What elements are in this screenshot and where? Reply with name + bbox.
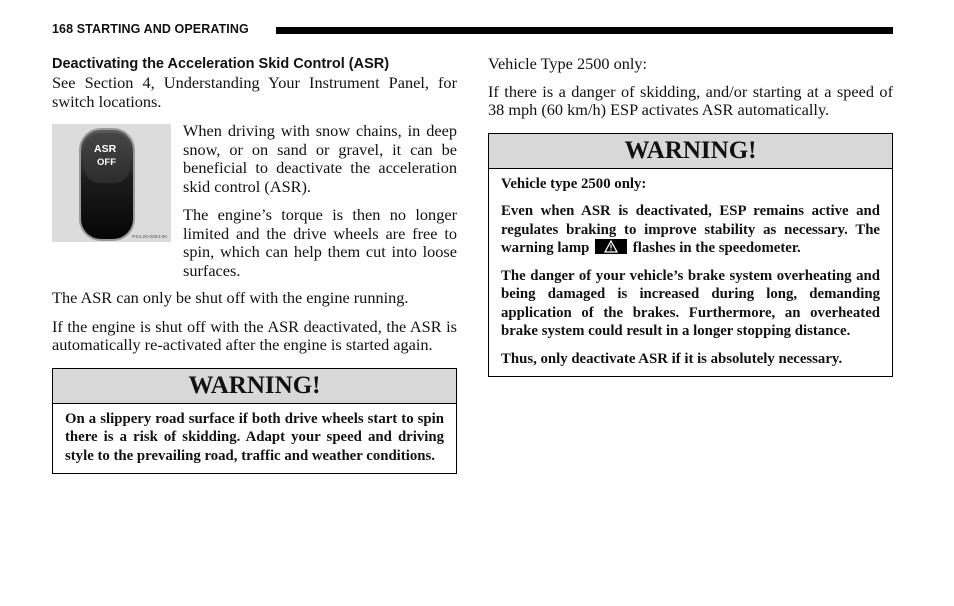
intro-paragraph: See Section 4, Understanding Your Instrument Panel, for switch locations. [52,73,457,111]
warning-title-right: WARNING! [489,134,892,169]
warning-vehicle-type: Vehicle type 2500 only: [501,175,647,192]
warning-deactivate-paragraph: Thus, only deactivate ASR if it is absolutely necessary. [501,350,843,367]
page-header [52,20,893,40]
warning-brake-paragraph: The danger of your vehicle’s brake system overheating and being damaged is increased during long, demanding application of the brakes. Furthermore, an overheated brake system could result in a longer stopping distance. [501,267,880,339]
asr-off-switch-icon [52,124,171,242]
torque-paragraph: The engine’s torque is then no longer limited and the drive wheels are free to spin, which can help them cut into loose surfaces. [183,205,457,280]
snow-chains-paragraph: When driving with snow chains, in deep snow, or on sand or gravel, it can be beneficial to deactivate the acceleration skid control (ASR). [183,121,457,196]
warning-esp-text-before: Even when ASR is deactivated, ESP remains active and regulates braking to improve stability as necessary. The warning lamp [501,203,880,256]
warning-esp-text-after: flashes in the speedometer. [632,240,801,256]
vehicle-type-paragraph: Vehicle Type 2500 only: [488,54,648,73]
switch-label-off: OFF [97,157,116,168]
warning-box-right [488,133,893,378]
warning-title-left: WARNING! [53,369,456,404]
switch-label-asr: ASR [94,143,117,155]
image-caption: PS4.25-0294-00 [132,235,167,240]
warning-box-left [52,368,457,475]
page-number-section-title: 168 STARTING AND OPERATING [52,22,249,36]
warning-lamp-icon [595,239,627,254]
image-side-text [183,122,457,280]
header-rule [276,27,893,34]
section-heading: Deactivating the Acceleration Skid Control (ASR) [52,56,390,72]
left-column [52,55,457,474]
image-row [52,121,457,291]
warning-body-left: On a slippery road surface if both drive wheels start to spin there is a risk of skidding. Adapt your speed and driving style to the prevailing road, traffic and weather conditions. [65,410,444,464]
esp-activation-paragraph: If there is a danger of skidding, and/or starting at a speed of 38 mph (60 km/h) ESP activates ASR automatically. [488,81,893,119]
right-column [488,55,893,377]
warning-esp-paragraph [501,202,880,258]
engine-running-paragraph: The ASR can only be shut off with the engine running. [52,288,409,307]
reactivation-paragraph: If the engine is shut off with the ASR deactivated, the ASR is automatically re-activated after the engine is started again. [52,316,457,354]
asr-off-switch-image [52,124,171,242]
